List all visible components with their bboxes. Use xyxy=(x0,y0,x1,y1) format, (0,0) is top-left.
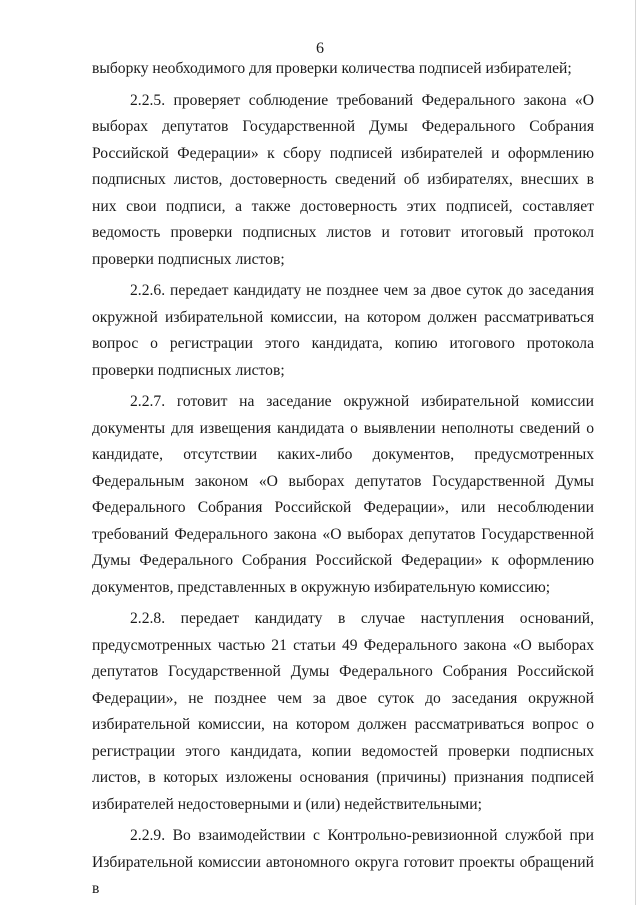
paragraph-2-2-9: 2.2.9. Во взаимодействии с Контрольно-ревизионной службой при Избирательной комиссии автономного округа готовит проекты обращений в xyxy=(92,827,594,897)
paragraph-2-2-8: 2.2.8. передает кандидату в случае наступления оснований, предусмотренных частью 21 статьи 49 Федерального закона «О выборах депутатов Государственной Думы Федерального Собрания Российской Федерации», не позднее чем за двое суток до заседания окружной избирательной комиссии, на котором должен рассматриваться вопрос о регистрации этого кандидата, копии ведомостей проверки подписных листов, в которых изложены основания (причины) признания подписей избирателей недостоверными и (или) недействительными; xyxy=(92,610,594,813)
paragraph-2-2-7: 2.2.7. готовит на заседание окружной избирательной комиссии документы для извещения кандидата о выявлении неполноты сведений о кандидате, отсутствии каких-либо документов, предусмотренных Федеральным законом «О выборах депутатов Государственной Думы Федерального Собрания Российской Федерации», или несоблюдении требований Федерального закона «О выборах депутатов Государственной Думы Федерального Собрания Российской Федерации» к оформлению документов, представленных в окружную избирательную комиссию; xyxy=(92,393,594,596)
paragraph-2-2-5: 2.2.5. проверяет соблюдение требований Федерального закона «О выборах депутатов Государственной Думы Федерального Собрания Российской Федерации» к сбору подписей избирателей и оформлению подписных листов, достоверность сведений об избирателях, внесших в них свои подписи, а также достоверность этих подписей, составляет ведомость проверки подписных листов и готовит итоговый протокол проверки подписных листов; xyxy=(92,91,594,268)
paragraph-2-2-6: 2.2.6. передает кандидату не позднее чем за двое суток до заседания окружной избирательной комиссии, на котором должен рассматриваться вопрос о регистрации этого кандидата, копию итогового протокола проверки подписных листов; xyxy=(92,282,594,379)
scan-edge xyxy=(635,0,636,905)
page-number: 6 xyxy=(316,40,324,57)
paragraph-continuation: выборку необходимого для проверки количества подписей избирателей; xyxy=(92,60,572,77)
document-body xyxy=(92,56,594,903)
